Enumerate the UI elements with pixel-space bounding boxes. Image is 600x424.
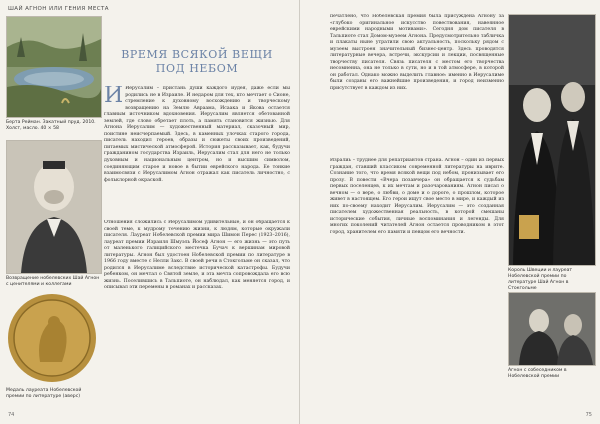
right-lower-text: Изралиь – труднее для репатриантов страна. Агнон – один из первых граждан, ставший классиком современной литературы на иврите. Сознание того, что время всякой вещи под небом, пронизывает его прозу. В повести «Вчера позавчера» он обращается к судьбам первых поселенцев, к их мечтам и разочарованиям. Агнон писал о вечном — о вере, о любви, о доме и о дороге, о прошлом, которое живет в настоящем. Его герои ищут свое место в мире, и каждый из них по-своему находит Иерусалим. Иерусалим — это созданная писателем художественная реальность, в которой смешаны исторические события, личные воспоминания и легенды. Для многих поколений читателей Агнон остается проводником в этот город, хранителем его памяти и певцом его вечности. [330,158,504,236]
title-line-2: ПОД НЕБОМ [155,62,239,75]
ceremony-caption: Король Швеции и лауреат Нобелевской премии по литературе Шай Агнон в Стокгольме [508,268,573,291]
conversation-caption: Агнон с собеседником в Нобелевской премии [508,368,567,379]
left-lower-text: Отношения сложились с Иерусалимом удивительные, и он обращается к своей теме, к мудрому течению жизни, к людям, которые окружали писателя. Лауреат Нобелевской премии мира Шимон Перес (1923–2016), лауреат премии Израиля Шмуэль Йосеф Агнон — его жизнь — это путь от маленького галицийского местечка Бучач к вершинам мировой литературы. Агнон был удостоен Нобелевской премии по литературе в 1966 году вместе с Нелли Закс. В своей речи в Стокгольме он сказал, что родился в Иерусалиме вследствие исторической катастрофы. Будучи ребенком, он мечтал о Святой земле, и эта мечта сопровождала его всю жизнь. Поселившись в Тальпиоте, он наблюдал, как меняется город, и описывал эти перемены в романах и рассказах. [104,220,290,291]
landscape-painting [6,16,102,118]
folio-right: 75 [585,412,592,418]
left-main-text: Иерусалим – пристань души каждого иудея, даже если мы родились не в Израиле. И недаром для тех, кто мечтает о Сионе, стремление к духовному восхождению и творческому возвращению на Землю Авраама, Исаака и Якова остается главным источником вдохновения. Иерусалим является обетованной землей, где слово обретает плоть, а память становится жизнью. Для Агнона Иерусалим — художественный материал, сказочный мир, поистине неисчерпаемый. Здесь, в каменных улочках старого города, писатель находил героев, образы и сюжеты своих произведений, питаемых мистической атмосферой. История рассказывает, как, будучи гражданином государства Израиль, Иерусалим стал для него не только духовным и национальным центром, но и высшим символом, соединяющим старое и новое в бытии еврейского народа. Ее тонкие взаимосвязи с Иерусалимом Агнон отражал как писатель личностно, с фольклорной окраской. [104,86,290,183]
portrait-caption: Возвращение нобелевских Шай Агнон с ценителями и коллегами [6,276,100,287]
left-main-column [104,86,290,216]
right-main-column [330,14,504,154]
medal-caption: Медаль лауреата Нобелевской премии по литературе (аверс) [6,388,82,399]
agnon-conversation-photo [508,292,596,366]
folio-left: 74 [8,412,15,418]
right-page [300,0,600,424]
right-lower-column [330,158,504,406]
running-head: ШАЙ АГНОН ИЛИ ГЕНИЯ МЕСТА [8,6,109,12]
agnon-portrait-photo [6,140,102,274]
stockholm-ceremony-photo [508,14,596,266]
title-line-1: ВРЕМЯ ВСЯКОЙ ВЕЩИ [121,48,273,61]
left-lower-column [104,220,290,406]
landscape-caption: Берта Рейман. Закатный пруд. 2010. Холст, масло. 40 × 58 [6,120,96,131]
dropcap: И [104,86,124,108]
nobel-medal-photo [6,292,98,384]
chapter-title [104,48,290,76]
right-main-text: печатлено, что Нобелевская премия была присуждена Агнону за «глубоко оригинальное искусство повествования, навеянное еврейскими народными мотивами». Сегодня дом писателя в Тальпиоте стал Домом-музеем Агнона. Предусмотрительно табличка и плакаты ныне утратили свою актуальность, поскольку рядом с музеем выстроен значительный бизнес-центр. Здесь проводятся литературные вечера, встречи, экскурсии и лекции, посвященные творчеству писателя. Связь писателя с местом его творчества несомненна, она не только в сути, но и в той атмосфере, в которой он работал. Однако можно выделить главное: именно в Иерусалиме были созданы его важнейшие произведения, и город неизменно присутствует в каждом из них. [330,14,504,92]
